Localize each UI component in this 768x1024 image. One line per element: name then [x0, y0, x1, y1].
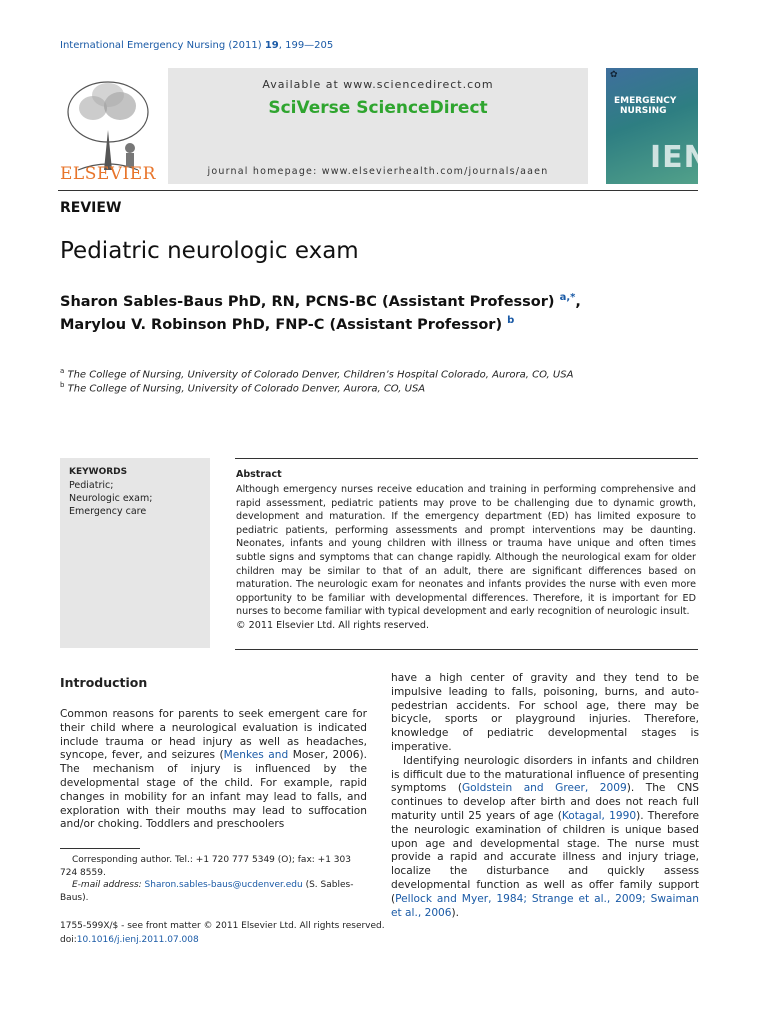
- citation-link-pellock[interactable]: Pellock and Myer, 1984; Strange et al., 2009; Swaiman et al., 2006: [391, 892, 699, 919]
- journal-citation[interactable]: [60, 40, 333, 51]
- abstract-heading: Abstract: [236, 469, 282, 480]
- intro-text: Moser, 2006). The mechanism of injury is influenced by the developmental stage of the child. For example, rapid changes in mobility for an infant may lead to falls, and exploration with their mouths may lead to suffocation and/or choking. Toddlers and preschoolers: [60, 749, 368, 831]
- cover-title-line1: EMERGENCY: [614, 96, 677, 106]
- intro-paragraph-1: [60, 708, 367, 832]
- abstract-copyright: © 2011 Elsevier Ltd. All rights reserved.: [236, 619, 430, 631]
- masthead-divider: [58, 190, 698, 191]
- email-line: [60, 879, 367, 904]
- intro-text: Common reasons for parents to seek emergent care for their child where a neurological evaluation is indicated include trauma or head injury as well as headaches, syncope, fever, and seizures (: [60, 708, 367, 762]
- intro-text: ).: [451, 906, 460, 919]
- body-column-left: [60, 708, 367, 832]
- journal-homepage[interactable]: journal homepage: www.elsevierhealth.com/journals/aaen: [207, 166, 549, 177]
- email-label: E-mail address:: [72, 880, 145, 890]
- corresponding-footnote: [60, 854, 367, 904]
- citation-link-kotagal[interactable]: Kotagal, 1990: [561, 809, 637, 822]
- article-title: Pediatric neurologic exam: [60, 238, 359, 264]
- issn-line: 1755-599X/$ - see front matter © 2011 Elsevier Ltd. All rights reserved.: [60, 921, 385, 931]
- affiliation-b-mark: b: [60, 381, 65, 389]
- abstract-rule-top: [235, 458, 698, 459]
- email-tail: (S. Sables-Baus).: [60, 880, 354, 903]
- email-link[interactable]: Sharon.sables-baus@ucdenver.edu: [144, 880, 303, 890]
- journal-volume: 19: [264, 40, 279, 51]
- publisher-name: ELSEVIER: [60, 164, 156, 184]
- affiliation-a: [60, 367, 573, 380]
- intro-text: Identifying neurologic disorders in infants and children is difficult due to the maturational influence of presenting symptoms (: [391, 754, 699, 795]
- journal-pages: , 199—205: [278, 40, 334, 51]
- author-line-1: [60, 292, 581, 310]
- abstract-text: Although emergency nurses receive education and training in performing comprehensive and rapid assessment, pediatric patients may prove to be challenging due to dynamic growth, development and maturation. If the emergency department (ED) has limited exposure to pediatric patients, performing assessments and prompt interventions may be daunting. Neonates, infants and young children with illness or trauma have unique and often times subtle signs and symptoms that can change rapidly. Although the neurological exam for older children may be similar to that of an adult, there are significant differences based on maturation. The neurologic exam for neonates and infants provides the nurse with even more opportunity to be familiar with developmental differences. Therefore, it is important for ED nurses to become familiar with typical development and early recognition of neurologic insult.: [236, 484, 696, 618]
- doi-line: [60, 935, 199, 945]
- abstract-body: [236, 483, 696, 633]
- affiliation-b: [60, 381, 425, 394]
- keywords-heading: KEYWORDS: [69, 467, 128, 477]
- abstract-rule-bottom: [235, 649, 698, 650]
- sciverse-brand: SciVerse ScienceDirect: [268, 98, 488, 118]
- cover-tree-icon: ✿: [610, 70, 618, 80]
- citation-link-goldstein[interactable]: Goldstein and Greer, 2009: [461, 782, 627, 795]
- affiliation-a-mark: a: [60, 367, 65, 375]
- keyword-item: Neurologic exam;: [69, 493, 153, 504]
- intro-text: ). The CNS continues to develop after birth and does not reach full maturity until 25 years of age (: [391, 782, 700, 822]
- keyword-item: Emergency care: [69, 506, 147, 517]
- cover-title-line2: NURSING: [620, 106, 667, 116]
- affiliation-a-text: The College of Nursing, University of Colorado Denver, Children’s Hospital Colorado, Aurora, CO, USA: [64, 369, 574, 381]
- author-line-2: [60, 315, 514, 333]
- intro-text: ). Therefore the neurologic examination of children is unique based upon age and developmental stage. The nurse must provide a rapid and accurate illness and injury triage, localize the disturbance and quickly assess developmental function as well as offer family support (: [391, 809, 699, 905]
- article-type: REVIEW: [60, 200, 122, 216]
- journal-name: International Emergency Nursing (2011): [60, 40, 262, 51]
- author-2-name: Marylou V. Robinson PhD, FNP-C (Assistant Professor): [60, 316, 508, 333]
- doi-link[interactable]: 10.1016/j.ienj.2011.07.008: [76, 935, 199, 945]
- keyword-item: Pediatric;: [69, 480, 114, 491]
- corresponding-author-text: Corresponding author. Tel.: +1 720 777 5349 (O); fax: +1 303 724 8559.: [60, 855, 351, 878]
- body-column-right: [391, 672, 699, 920]
- intro-paragraph-2: have a high center of gravity and they tend to be impulsive leading to falls, poisoning, burns, and auto-pedestrian accidents. For school age, there may be bicycle, sports or playground injuries. Therefore, knowledge of pediatric developmental stages is imperative.: [391, 672, 699, 753]
- intro-paragraph-3: [391, 755, 699, 921]
- affiliation-b-text: The College of Nursing, University of Colorado Denver, Aurora, CO, USA: [64, 383, 426, 395]
- citation-link-menkes[interactable]: Menkes and: [223, 749, 289, 762]
- author-2-affil-link[interactable]: b: [507, 315, 515, 326]
- author-1-comma: ,: [575, 293, 581, 310]
- introduction-heading: Introduction: [60, 675, 148, 690]
- author-1-affil-link[interactable]: a,*: [559, 292, 576, 303]
- available-at-text[interactable]: Available at www.sciencedirect.com: [262, 78, 494, 91]
- doi-label: doi:: [60, 935, 77, 945]
- footnote-rule: [60, 848, 140, 849]
- author-1-name: Sharon Sables-Baus PhD, RN, PCNS-BC (Assistant Professor): [60, 293, 560, 310]
- cover-ien-mark: IEN: [650, 140, 710, 175]
